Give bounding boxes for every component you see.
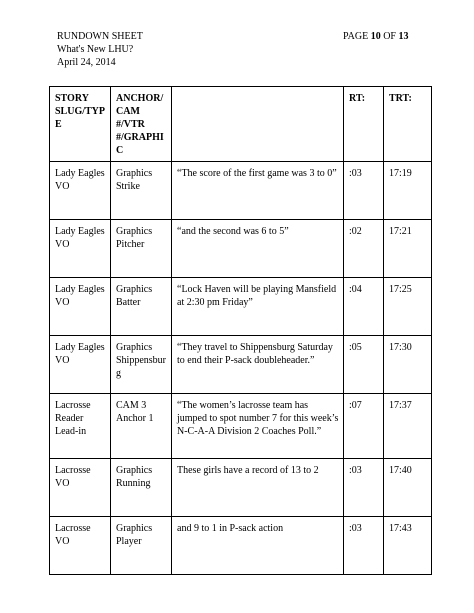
slug-cell: Lady Eagles VO [50,336,111,394]
trt-cell: 17:43 [384,517,432,575]
script-cell: “They travel to Shippensburg Saturday to end their P-sack doubleheader.” [172,336,344,394]
trt-cell: 17:30 [384,336,432,394]
script-cell: “The score of the first game was 3 to 0” [172,162,344,220]
slug-cell: Lacrosse VO [50,517,111,575]
trt-cell: 17:40 [384,459,432,517]
slug-cell: Lady Eagles VO [50,278,111,336]
anchor-cell: Graphics Player [111,517,172,575]
slug-cell: Lady Eagles VO [50,162,111,220]
trt-cell: 17:21 [384,220,432,278]
header-row [50,87,432,162]
page-indicator [343,30,409,43]
rt-cell: :07 [344,394,384,459]
column-header-rt: RT: [344,87,384,162]
table-row [50,336,432,394]
rt-cell: :03 [344,162,384,220]
page-total: 13 [398,31,409,42]
trt-cell: 17:37 [384,394,432,459]
rt-cell: :03 [344,517,384,575]
column-header-trt: TRT: [384,87,432,162]
rt-cell: :05 [344,336,384,394]
table-row [50,459,432,517]
sheet-title: RUNDOWN SHEET [57,31,143,42]
slug-cell: Lacrosse Reader Lead-in [50,394,111,459]
anchor-cell: Graphics Shippensburg [111,336,172,394]
anchor-cell: Graphics Pitcher [111,220,172,278]
table-row [50,162,432,220]
rt-cell: :03 [344,459,384,517]
show-name: What's New LHU? [57,44,134,55]
table-row [50,278,432,336]
rt-cell: :04 [344,278,384,336]
page-prefix: PAGE [343,31,369,42]
rundown-table [49,86,432,575]
column-header-script [172,87,344,162]
table-row [50,517,432,575]
anchor-cell: Graphics Batter [111,278,172,336]
column-header-anchor: ANCHOR/ CAM #/VTR #/GRAPHIC [111,87,172,162]
rt-cell: :02 [344,220,384,278]
table-row [50,394,432,459]
column-header-slug: STORY SLUG/TYPE [50,87,111,162]
page-of: OF [383,31,396,42]
slug-cell: Lacrosse VO [50,459,111,517]
trt-cell: 17:19 [384,162,432,220]
table-row [50,220,432,278]
trt-cell: 17:25 [384,278,432,336]
script-cell: and 9 to 1 in P-sack action [172,517,344,575]
script-cell: “Lock Haven will be playing Mansfield at 2:30 pm Friday” [172,278,344,336]
sheet-date: April 24, 2014 [57,57,116,68]
script-cell: “The women’s lacrosse team has jumped to spot number 7 for this week’s N-C-A-A Division 2 Coaches Poll.” [172,394,344,459]
anchor-cell: CAM 3 Anchor 1 [111,394,172,459]
slug-cell: Lady Eagles VO [50,220,111,278]
anchor-cell: Graphics Strike [111,162,172,220]
anchor-cell: Graphics Running [111,459,172,517]
script-cell: These girls have a record of 13 to 2 [172,459,344,517]
script-cell: “and the second was 6 to 5” [172,220,344,278]
page-current: 10 [370,31,381,42]
